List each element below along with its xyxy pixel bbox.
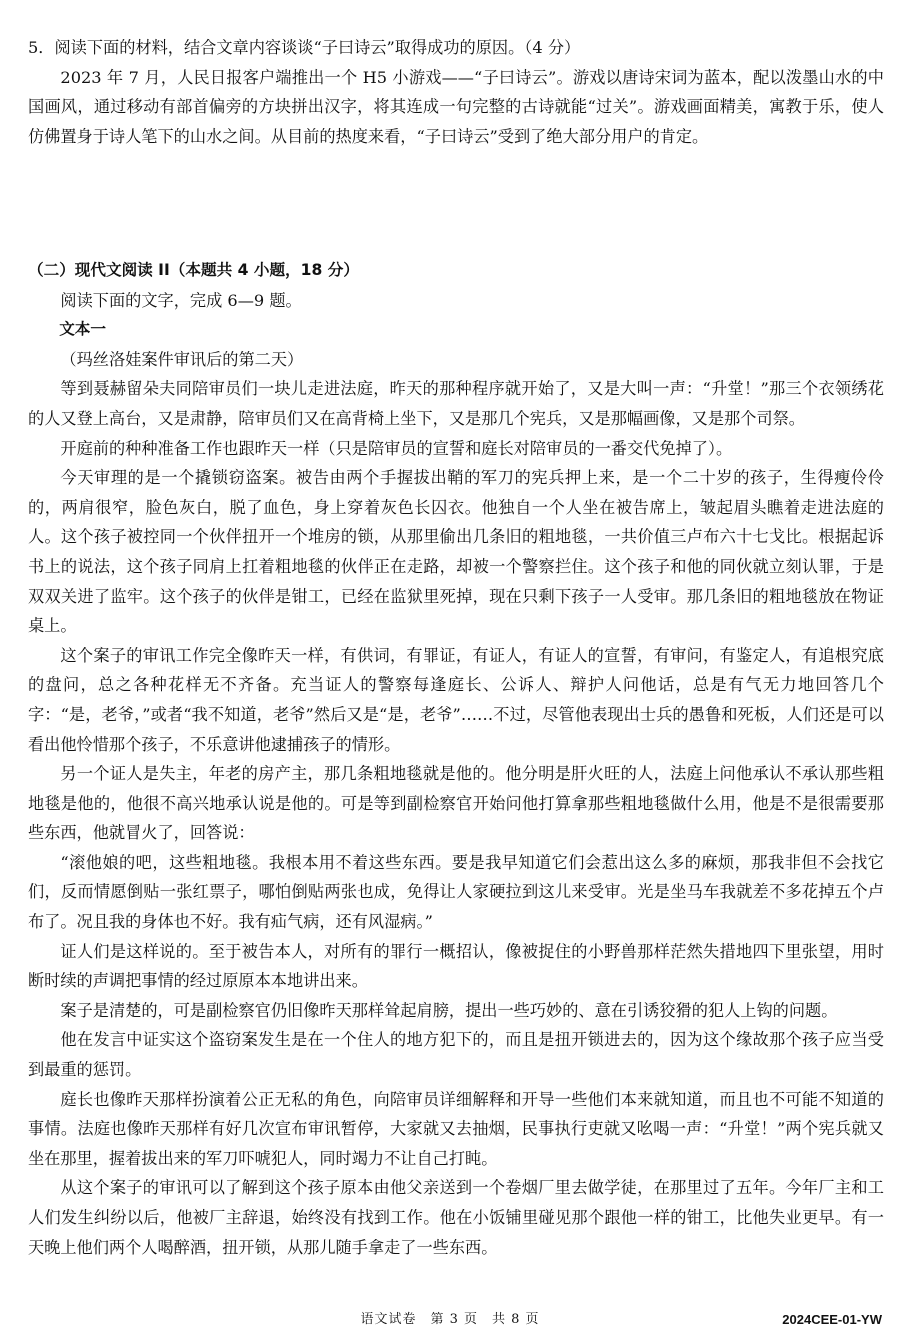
- paragraph: 今天审理的是一个撬锁窃盗案。被告由两个手握拔出鞘的军刀的宪兵押上来，是一个二十岁的孩子，生得瘦伶伶的，两肩很窄，脸色灰白，脱了血色，身上穿着灰色长囚衣。他独自一个人坐在被告席上，皱起眉头瞧着走进法庭的人。这个孩子被控同一个伙伴扭开一个堆房的锁，从那里偷出几条旧的粗地毯，一共价值三卢布六十七戈比。根据起诉书上的说法，这个孩子同肩上扛着粗地毯的伙伴正在走路，却被一个警察拦住。这个孩子和他的同伙就立刻认罪，于是双双关进了监牢。这个孩子的伙伴是钳工，已经在监狱里死掉，现在只剩下孩子一人受审。那几条旧的粗地毯放在物证桌上。: [28, 468, 884, 636]
- text-subtitle: （玛丝洛娃案件审讯后的第二天）: [60, 349, 304, 369]
- paragraph: 开庭前的种种准备工作也跟昨天一样（只是陪审员的宣誓和庭长对陪审员的一番交代免掉了）。: [60, 438, 733, 458]
- section-instruction: 阅读下面的文字，完成 6—9 题。: [60, 290, 302, 310]
- paragraph: 他在发言中证实这个盗窃案发生是在一个住人的地方犯下的，而且是扭开锁进去的，因为这个缘故那个孩子应当受到最重的惩罚。: [28, 1030, 884, 1080]
- modern-reading-section: [28, 256, 884, 1262]
- text-label: 文本一: [59, 320, 106, 339]
- section-title: （二）现代文阅读 II（本题共 4 小题，18 分）: [28, 261, 359, 279]
- question-5-prompt: 5．阅读下面的材料，结合文章内容谈谈“子曰诗云”取得成功的原因。（4 分）: [28, 38, 581, 57]
- paragraph: 案子是清楚的，可是副检察官仍旧像昨天那样耸起肩膀，提出一些巧妙的、意在引诱狡猾的犯人上钩的问题。: [60, 1000, 838, 1020]
- page-footer: [0, 1308, 900, 1332]
- paragraph: 证人们是这样说的。至于被告本人，对所有的罪行一概招认，像被捉住的小野兽那样茫然失措地四下里张望，用时断时续的声调把事情的经过原原本本地讲出来。: [28, 941, 884, 991]
- paragraph: 从这个案子的审讯可以了解到这个孩子原本由他父亲送到一个卷烟厂里去做学徒，在那里过了五年。今年厂主和工人们发生纠纷以后，他被厂主辞退，始终没有找到工作。他在小饭铺里碰见那个跟他一样的钳工，比他失业更早。有一天晚上他们两个人喝醉酒，扭开锁，从那儿随手拿走了一些东西。: [28, 1178, 884, 1257]
- question-5-material: 2023 年 7 月，人民日报客户端推出一个 H5 小游戏——“子曰诗云”。游戏以唐诗宋词为蓝本，配以泼墨山水的中国画风，通过移动有部首偏旁的方块拼出汉字，将其连成一句完整的古诗就能“过关”。游戏画面精美，寓教于乐，使人仿佛置身于诗人笔下的山水之间。从目前的热度来看，“子曰诗云”受到了绝大部分用户的肯定。: [28, 67, 884, 146]
- question-5: [28, 33, 884, 151]
- paragraph: 这个案子的审讯工作完全像昨天一样，有供词，有罪证，有证人，有证人的宣誓，有审问，有鉴定人，有追根究底的盘问，总之各种花样无不齐备。充当证人的警察每逢庭长、公诉人、辩护人问他话，总是有气无力地回答几个字：“是，老爷，”或者“我不知道，老爷”然后又是“是，老爷”……不过，尽管他表现出士兵的愚鲁和死板，人们还是可以看出他怜惜那个孩子，不乐意讲他逮捕孩子的情形。: [28, 645, 884, 754]
- paragraph: 另一个证人是失主，年老的房产主，那几条粗地毯就是他的。他分明是肝火旺的人，法庭上问他承认不承认那些粗地毯是他的，他很不高兴地承认说是他的。可是等到副检察官开始问他打算拿那些粗地毯做什么用，他是不是很需要那些东西，他就冒火了，回答说：: [28, 764, 884, 843]
- page-number: 语文试卷 第 3 页 共 8 页: [360, 1312, 540, 1327]
- paragraph: 等到聂赫留朵夫同陪审员们一块儿走进法庭，昨天的那种程序就开始了，又是大叫一声：“升堂！”那三个衣领绣花的人又登上高台，又是肃静，陪审员们又在高背椅上坐下，又是那几个宪兵，又是那幅画像，又是那个司祭。: [28, 379, 884, 428]
- exam-code: 2024CEE-01-YW: [782, 1312, 882, 1327]
- paragraph: “滚他娘的吧，这些粗地毯。我根本用不着这些东西。要是我早知道它们会惹出这么多的麻烦，那我非但不会找它们，反而情愿倒贴一张红票子，哪怕倒贴两张也成，免得让人家硬拉到这儿来受审。光是坐马车我就差不多花掉五个卢布了。况且我的身体也不好。我有疝气病，还有风湿病。”: [28, 852, 884, 932]
- paragraph: 庭长也像昨天那样扮演着公正无私的角色，向陪审员详细解释和开导一些他们本来就知道，而且也不可能不知道的事情。法庭也像昨天那样有好几次宣布审讯暂停，大家就又去抽烟，民事执行吏就又吆喝一声：“升堂！”两个宪兵就又坐在那里，握着拔出来的军刀吓唬犯人，同时竭力不让自己打盹。: [28, 1089, 884, 1168]
